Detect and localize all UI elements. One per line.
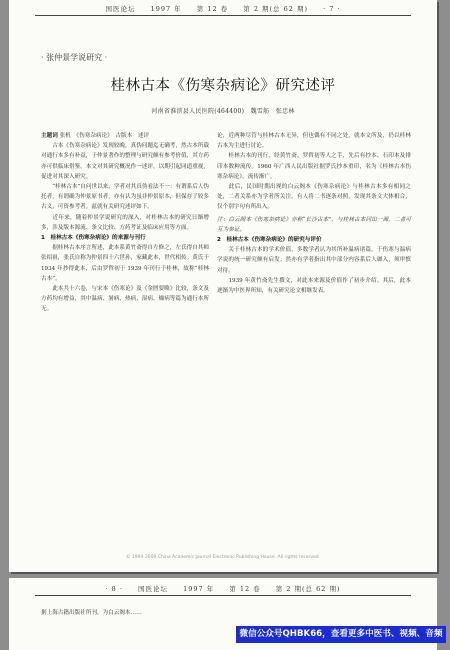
keywords: [41, 131, 209, 141]
section-label: · 张仲景学说研究 ·: [41, 53, 108, 62]
paragraph: 桂林古本的刊行，经黄竹斋、罗哲初等人之手，先后有抄本、石印本及排印本数种流传。1960 年广西人民出版社据罗氏抄本重印，名为《桂林古本伤寒杂病论》，流传渐广。: [217, 153, 411, 180]
paragraph: “桂林古本”自问世以来，学者对其真伪看法不一：有谓系后人伪托者，有谓确为仲景原书者，亦有认为虽非仲景原本，但保存了较多古义，可资参考者。兹就有关研究述评如下。: [41, 184, 209, 211]
running-head-year: 1997 年: [183, 585, 215, 593]
running-head-issue: 第 2 期(总 62 期): [275, 585, 341, 593]
running-head-year: 1997 年: [150, 5, 182, 13]
promo-banner: 微信公众号QHBK66，查看更多中医书、视频、音频: [236, 626, 446, 643]
running-head-page: · 7 ·: [323, 5, 341, 13]
running-head-page: · 8 ·: [105, 585, 123, 593]
document-page-1: [9, 0, 437, 572]
copyright-notice: © 1994-2009 China Academic Journal Electronic Publishing House. All rights reserved.: [125, 555, 321, 560]
paragraph: 古本《伤寒杂病论》发现较晚，真伪问题迄无确考，然古本所载对通行本多有补益，于仲景著作的整理与研究颇有参考价值，其方药亦可供临床借鉴。本文对其研究概况作一述评，以期引起同道重视，促进对其深入研究。: [41, 143, 209, 180]
left-column: [41, 131, 209, 315]
paragraph: 近年来，随着仲景学说研究的深入，对桂林古本的研究日渐增多，涉及版本源流、条文比较、方药考证及临床应用等方面。: [41, 214, 209, 231]
right-column: [217, 131, 411, 296]
section-heading-2: 2 桂林古本《伤寒杂病论》的研究与评价: [217, 237, 322, 244]
running-head-issue: 第 2 期(总 62 期): [243, 5, 308, 13]
header-rule: [35, 15, 411, 16]
article-title: 桂林古本《伤寒杂病论》研究述评: [110, 78, 336, 94]
running-head-journal: 国医论坛: [105, 5, 136, 13]
running-head-volume: 第 12 卷: [229, 585, 261, 593]
keywords-label: 主题词: [41, 133, 58, 139]
paragraph: 此后，民国时期出现的白云阁本《伤寒杂病论》与桂林古本多有相同之处，二者关系亦为学者所关注。有人将二书逐条对照，发现其条文大体相合，仅个别字句有所出入。: [217, 184, 411, 211]
paragraph: 关于桂林古本的学术价值，多数学者认为其所补温病诸篇，于伤寒与温病学说的统一研究颇有启发；然亦有学者指出其中部分内容系后人羼入，须审慎对待。: [217, 247, 411, 274]
header-rule-2: [35, 595, 411, 596]
paragraph: 论，近两种尽管与桂林古本无异，但也偶有不同之处，就本文所及，仍以桂林古本为主进行讨论。: [217, 133, 411, 150]
footnote: 注：白云阁本《伤寒杂病论》亦称“长沙古本”，与桂林古本同出一源，二者可互为参证。: [217, 216, 411, 233]
running-head: [9, 4, 437, 13]
paragraph: 此本共十六卷，与宋本《伤寒论》及《金匮要略》比较，条文及方药均有增益，其中温病、暑病、热病、湿病、燥病等篇为通行本所无。: [41, 286, 209, 313]
paragraph: 据桂林古本序言所述，此本系黄竹斋得自左修之，左氏得自其师张绍祖，张氏自称为仲景四十六世孙，家藏此本，世代相传。黄氏于 1934 年抄得此本，后由罗哲初于 1939 年刊行于桂林，故称“桂林古本”。: [41, 245, 209, 282]
keywords-text: 张机 《伤寒杂病论》 古版本 述评: [59, 133, 150, 139]
paragraph: 1939 年黄竹斋先生撰文，对此本来源及价值作了初步介绍。其后，此本逐渐为中医界所知，有关研究论文相继发表。: [217, 277, 411, 295]
page2-text: 据上海古籍出版社所刊，为白云阁本……: [41, 610, 142, 616]
author-line: 河南省淮滨县人民医院(464400) 魏雪舫 张忠林: [151, 108, 295, 115]
running-head-2: [9, 584, 437, 593]
running-head-volume: 第 12 卷: [196, 5, 229, 13]
running-head-journal: 国医论坛: [137, 585, 168, 593]
section-heading-1: 1 桂林古本《伤寒杂病论》的来源与刊行: [41, 235, 146, 242]
